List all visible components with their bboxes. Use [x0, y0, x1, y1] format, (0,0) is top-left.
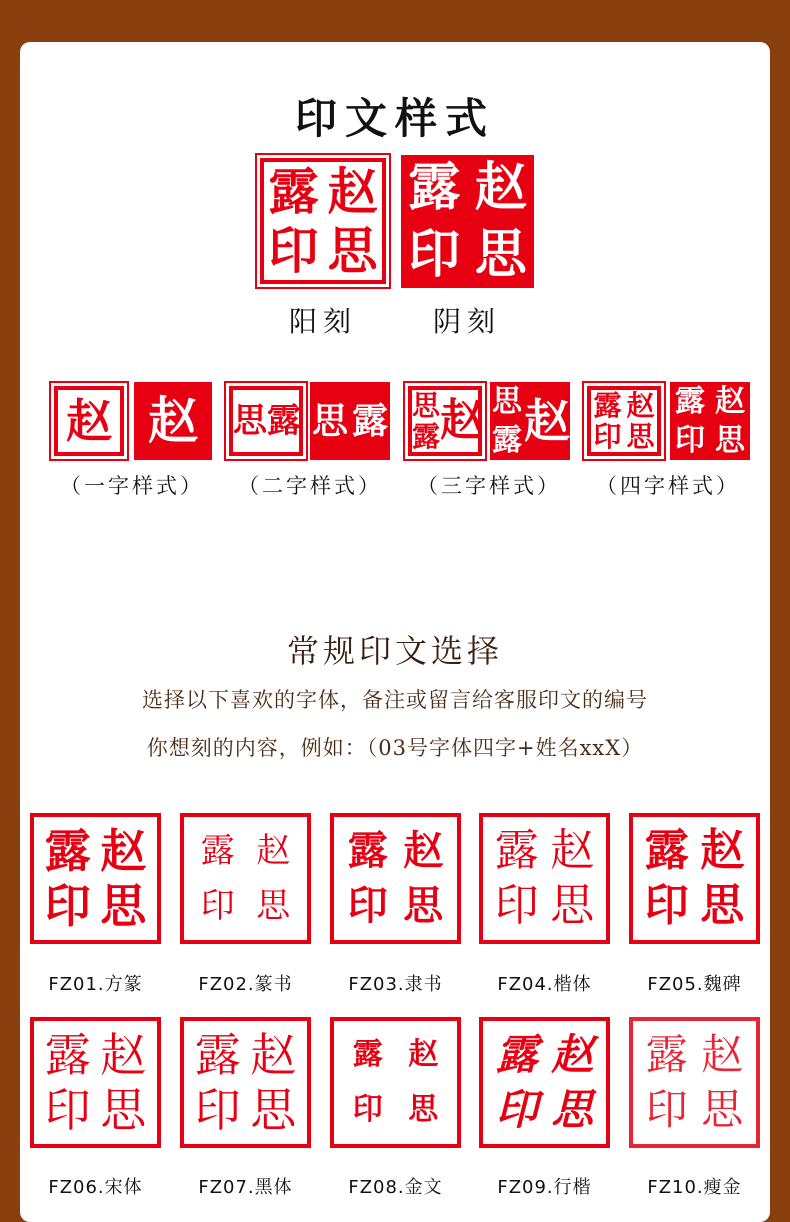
sample-char: 思 [700, 880, 745, 932]
font-label-fz06: FZ06.宋体 [48, 1177, 143, 1198]
seal-char: 赵 [626, 388, 655, 422]
two-char-yin-seal [310, 382, 390, 460]
seal-char: 思 [412, 388, 441, 422]
sample-char: 印 [645, 1085, 688, 1135]
seal-char: 赵 [148, 391, 198, 450]
sample-char: 露 [200, 830, 235, 871]
seal-char: 露 [351, 400, 388, 442]
one-char-yang-seal [54, 386, 124, 456]
three-char-yin-seal [490, 382, 570, 460]
yang-label: 阳刻 [288, 305, 357, 338]
sample-char: 印 [644, 880, 689, 932]
four-char-yin-seal [670, 382, 750, 460]
style-label-three: （三字样式） [417, 474, 561, 498]
sample-char: 露 [495, 1029, 538, 1079]
seal-char: 露 [593, 388, 622, 422]
font-sample-fz02[interactable] [180, 813, 311, 944]
seal-char: 露 [492, 422, 522, 458]
font-label-fz08: FZ08.金文 [348, 1177, 443, 1198]
instruction-line-2: 你想刻的内容，例如：（03号字体四字+姓名xxX） [146, 736, 644, 760]
style-label-two: （二字样式） [238, 474, 382, 498]
font-sample-fz01[interactable] [30, 813, 161, 944]
font-sample-fz08[interactable] [330, 1017, 461, 1148]
font-label-fz03: FZ03.隶书 [348, 974, 443, 995]
seal-char: 思 [492, 383, 522, 419]
seal-char: 思 [233, 401, 267, 441]
font-label-fz01: FZ01.方篆 [48, 974, 143, 995]
sample-char: 赵 [100, 823, 147, 878]
seal-char: 赵 [524, 394, 570, 448]
font-sample-fz03[interactable] [330, 813, 461, 944]
four-char-yang-seal [587, 386, 661, 456]
sample-char: 露 [44, 823, 91, 878]
font-sample-fz04[interactable] [479, 813, 610, 944]
sample-char: 赵 [256, 830, 291, 871]
seal-char: 印 [408, 223, 461, 285]
sample-char: 赵 [408, 1036, 439, 1072]
seal-char: 思 [715, 422, 745, 458]
font-sample-fz09[interactable] [479, 1017, 610, 1148]
sample-char: 印 [44, 879, 91, 934]
sample-char: 赵 [701, 1029, 744, 1079]
seal-char: 印 [675, 422, 705, 458]
seal-char: 思 [626, 419, 655, 453]
font-label-fz10: FZ10.瘦金 [647, 1177, 742, 1198]
sample-char: 印 [495, 1085, 538, 1135]
seal-char: 思 [474, 223, 527, 285]
sample-char: 思 [256, 886, 291, 927]
yin-label: 阴刻 [432, 305, 501, 338]
sample-char: 露 [494, 824, 539, 876]
font-sample-fz06[interactable] [30, 1017, 161, 1148]
sample-char: 露 [44, 1027, 91, 1082]
one-char-yin-seal [134, 382, 212, 460]
sample-char: 赵 [551, 1029, 594, 1079]
section-title: 常规印文选择 [286, 632, 503, 670]
style-label-one: （一字样式） [60, 474, 204, 498]
sample-char: 赵 [700, 824, 745, 876]
seal-char: 思 [327, 220, 378, 280]
sample-char: 赵 [403, 826, 444, 874]
seal-char: 露 [408, 157, 461, 219]
seal-char: 露 [268, 161, 319, 221]
sample-char: 露 [347, 826, 388, 874]
sample-char: 赵 [550, 824, 595, 876]
sample-char: 露 [352, 1036, 383, 1072]
font-sample-fz07[interactable] [180, 1017, 311, 1148]
sample-char: 印 [494, 880, 539, 932]
sample-char: 印 [44, 1083, 91, 1138]
seal-char: 印 [593, 419, 622, 453]
seal-char: 思 [311, 400, 348, 442]
seal-char: 露 [675, 383, 705, 419]
style-label-four: （四字样式） [596, 474, 740, 498]
seal-char: 赵 [440, 395, 485, 446]
font-label-fz09: FZ09.行楷 [497, 1177, 592, 1198]
sample-char: 思 [100, 1083, 147, 1138]
seal-char: 赵 [327, 161, 378, 221]
font-sample-fz10[interactable] [629, 1017, 760, 1148]
sample-char: 露 [194, 1027, 241, 1082]
sample-char: 印 [347, 882, 388, 930]
sample-char: 思 [250, 1083, 297, 1138]
sample-char: 思 [408, 1092, 439, 1128]
sample-char: 思 [403, 882, 444, 930]
page-title: 印文样式 [294, 94, 495, 143]
seal-char: 露 [267, 401, 301, 441]
font-label-fz07: FZ07.黑体 [198, 1177, 293, 1198]
sample-char: 思 [551, 1085, 594, 1135]
three-char-yang-seal [408, 386, 485, 456]
sample-char: 思 [550, 880, 595, 932]
two-char-yang-seal [229, 386, 303, 456]
font-label-fz05: FZ05.魏碑 [647, 974, 742, 995]
sample-char: 赵 [250, 1027, 297, 1082]
sample-char: 印 [200, 886, 235, 927]
sample-char: 印 [352, 1092, 383, 1128]
font-label-fz04: FZ04.楷体 [497, 974, 592, 995]
seal-char: 赵 [715, 383, 745, 419]
sample-char: 露 [644, 824, 689, 876]
sample-char: 思 [100, 879, 147, 934]
sample-char: 赵 [100, 1027, 147, 1082]
sample-char: 露 [645, 1029, 688, 1079]
instruction-line-1: 选择以下喜欢的字体，备注或留言给客服印文的编号 [142, 688, 648, 712]
yin-seal [401, 155, 534, 288]
seal-char: 印 [268, 220, 319, 280]
sample-char: 印 [194, 1083, 241, 1138]
yang-seal [260, 158, 386, 284]
seal-char: 露 [412, 419, 441, 453]
sample-char: 思 [701, 1085, 744, 1135]
font-sample-fz05[interactable] [629, 813, 760, 944]
seal-char: 赵 [474, 157, 527, 219]
font-label-fz02: FZ02.篆书 [198, 974, 293, 995]
seal-char: 赵 [66, 394, 112, 448]
